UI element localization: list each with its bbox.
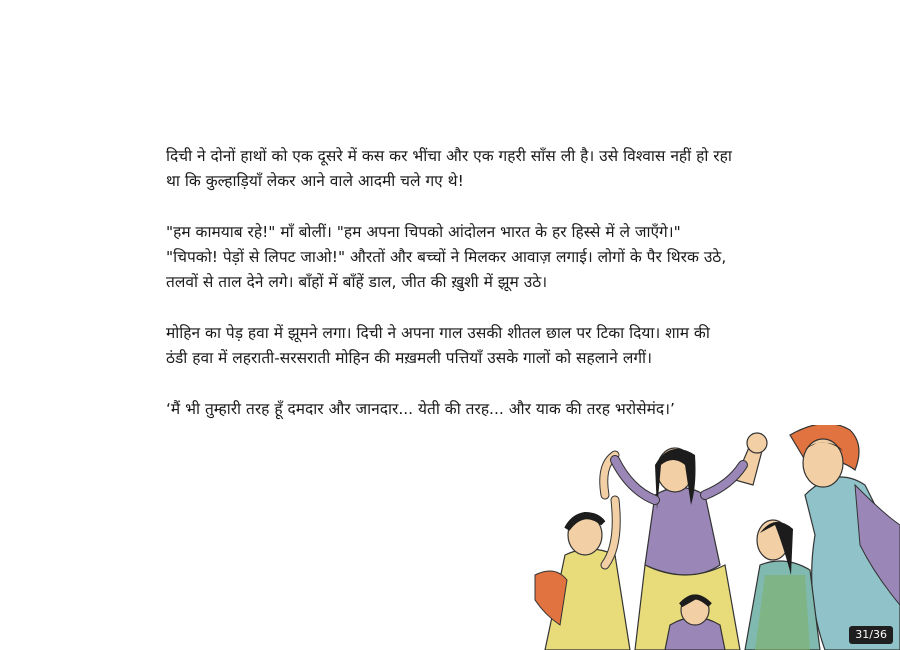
dancing-women-illustration <box>505 425 900 650</box>
story-paragraph: "चिपको! पेड़ों से लिपट जाओ!" औरतों और बच्चों ने मिलकर आवाज़ लगाई। लोगों के पैर थिरक उठे, तलवों से ताल देने लगे। बाँहों में बाँहें डाल, जीत की ख़ुशी में झूम उठे। <box>166 248 727 292</box>
woman-left-yellow <box>535 500 630 650</box>
story-paragraph: ‘मैं भी तुम्हारी तरह हूँ दमदार और जानदार... येती की तरह... और याक की तरह भरोसेमंद।’ <box>166 399 675 418</box>
story-text <box>166 144 736 448</box>
story-paragraph: मोहिन का पेड़ हवा में झूमने लगा। दिची ने अपना गाल उसकी शीतल छाल पर टिका दिया। शाम की ठंडी हवा में लहराती-सरसराती मोहिन की मख़मली पत्तियाँ उसके गालों को सहलाने लगीं। <box>166 324 710 368</box>
story-paragraph: "हम कामयाब रहे!" माँ बोलीं। "हम अपना चिपको आंदोलन भारत के हर हिस्से में ले जाएँगे।" <box>166 222 681 241</box>
woman-center-purple <box>615 448 743 650</box>
woman-right-green <box>745 520 820 650</box>
page-indicator: 31/36 <box>849 626 893 644</box>
story-paragraph: दिची ने दोनों हाथों को एक दूसरे में कस कर भींचा और एक गहरी साँस ली है। उसे विश्वास नहीं हो रहा था कि कुल्हाड़ियाँ लेकर आने वाले आदमी चले गए थे! <box>166 147 732 191</box>
